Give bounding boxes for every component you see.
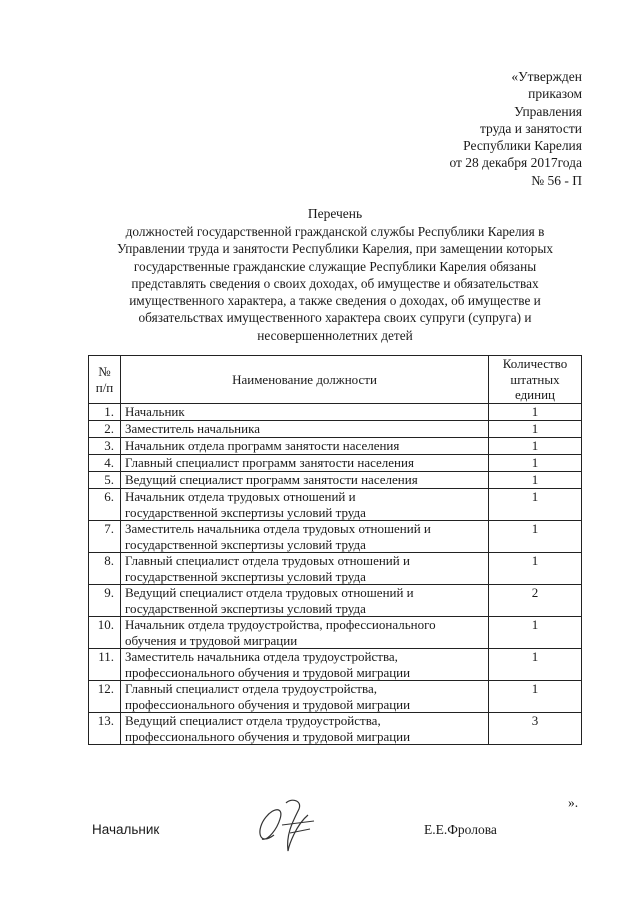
row-staff-count: 1	[489, 553, 582, 585]
approval-line: труда и занятости	[479, 120, 582, 136]
position-line: Главный специалист программ занятости населения	[125, 455, 414, 470]
row-position-name	[121, 585, 489, 617]
table-row	[89, 713, 582, 745]
row-number: 2.	[89, 421, 121, 438]
header-count-line: Количество	[502, 356, 568, 372]
row-position-name	[121, 713, 489, 745]
row-staff-count: 1	[489, 489, 582, 521]
header-count-line: единиц	[514, 387, 556, 403]
subtitle-line: представлять сведения о своих доходах, об имуществе и обязательствах	[131, 275, 539, 291]
row-staff-count: 1	[489, 455, 582, 472]
row-number: 10.	[89, 617, 121, 649]
row-position-name	[121, 404, 489, 421]
document-subtitle	[80, 223, 590, 344]
row-staff-count: 1	[489, 617, 582, 649]
handwritten-signature	[252, 795, 322, 857]
approval-line: «Утвержден	[511, 69, 582, 84]
position-line: Ведущий специалист отдела трудоустройства,	[125, 713, 381, 728]
signatory-name: Е.Е.Фролова	[424, 822, 497, 837]
row-staff-count: 1	[489, 404, 582, 421]
subtitle-line: обязательствах имущественного характера своих супруги (супруга) и	[138, 310, 532, 326]
signatory-title: Начальник	[92, 822, 160, 837]
table-header-row	[89, 356, 582, 404]
position-line: государственной экспертизы условий труда	[125, 568, 366, 584]
subtitle-line: должностей государственной гражданской службы Республики Карелия в	[125, 224, 545, 239]
positions-table	[88, 355, 582, 745]
position-line: Заместитель начальника	[125, 421, 260, 436]
row-number: 6.	[89, 489, 121, 521]
subtitle-line: Управлении труда и занятости Республики Карелия, при замещении которых	[116, 241, 554, 257]
position-line: Главный специалист отдела трудовых отношений и	[125, 553, 410, 568]
table-row	[89, 585, 582, 617]
row-staff-count: 1	[489, 681, 582, 713]
header-position-name: Наименование должности	[121, 356, 489, 404]
table-row	[89, 521, 582, 553]
row-number: 12.	[89, 681, 121, 713]
position-line: Начальник	[125, 404, 185, 419]
position-line: профессионального обучения и трудовой миграции	[125, 664, 411, 680]
position-line: Заместитель начальника отдела трудоустройства,	[125, 649, 398, 664]
row-number: 7.	[89, 521, 121, 553]
row-position-name	[121, 489, 489, 521]
position-line: государственной экспертизы условий труда	[125, 536, 366, 552]
row-number: 3.	[89, 438, 121, 455]
table-row	[89, 404, 582, 421]
header-number	[89, 356, 121, 404]
position-line: Начальник отдела программ занятости населения	[125, 438, 400, 453]
row-position-name	[121, 438, 489, 455]
table-row	[89, 649, 582, 681]
position-line: Начальник отдела трудовых отношений и	[125, 489, 356, 504]
approval-line: от 28 декабря 2017года	[449, 155, 582, 171]
row-staff-count: 1	[489, 438, 582, 455]
row-staff-count: 3	[489, 713, 582, 745]
row-position-name	[121, 553, 489, 585]
row-position-name	[121, 649, 489, 681]
approval-line: Управления	[514, 103, 582, 119]
table-row	[89, 489, 582, 521]
row-position-name	[121, 681, 489, 713]
table-row	[89, 553, 582, 585]
table-row	[89, 455, 582, 472]
position-line: Ведущий специалист отдела трудовых отношений и	[125, 585, 414, 600]
position-line: государственной экспертизы условий труда	[125, 504, 366, 520]
row-position-name	[121, 617, 489, 649]
subtitle-line: несовершеннолетних детей	[257, 327, 413, 343]
header-staff-count	[489, 356, 582, 404]
row-number: 1.	[89, 404, 121, 421]
table-row	[89, 421, 582, 438]
row-position-name	[121, 472, 489, 489]
approval-block	[382, 68, 582, 189]
table-row	[89, 438, 582, 455]
table-row	[89, 472, 582, 489]
approval-line: приказом	[528, 86, 582, 102]
row-number: 9.	[89, 585, 121, 617]
row-position-name	[121, 455, 489, 472]
position-line: Заместитель начальника отдела трудовых отношений и	[125, 521, 431, 536]
table-row	[89, 617, 582, 649]
row-staff-count: 2	[489, 585, 582, 617]
row-staff-count: 1	[489, 649, 582, 681]
row-number: 8.	[89, 553, 121, 585]
position-line: профессионального обучения и трудовой миграции	[125, 728, 411, 744]
position-line: Главный специалист отдела трудоустройства,	[125, 681, 377, 696]
position-line: Начальник отдела трудоустройства, профессионального	[125, 617, 436, 632]
row-staff-count: 1	[489, 421, 582, 438]
row-position-name	[121, 421, 489, 438]
row-position-name	[121, 521, 489, 553]
table-row	[89, 681, 582, 713]
subtitle-line: государственные гражданские служащие Республики Карелия обязаны	[133, 258, 537, 274]
approval-line: Республики Карелия	[463, 138, 582, 154]
row-staff-count: 1	[489, 521, 582, 553]
row-number: 4.	[89, 455, 121, 472]
row-number: 5.	[89, 472, 121, 489]
position-line: государственной экспертизы условий труда	[125, 600, 366, 616]
row-staff-count: 1	[489, 472, 582, 489]
subtitle-line: имущественного характера, а также сведения о доходах, об имуществе и	[129, 293, 541, 309]
header-count-line: штатных	[510, 371, 560, 387]
header-number-line: №	[98, 364, 111, 379]
document-title: Перечень	[307, 206, 363, 221]
row-number: 13.	[89, 713, 121, 745]
position-line: обучения и трудовой миграции	[125, 632, 298, 648]
row-number: 11.	[89, 649, 121, 681]
header-number-line: п/п	[95, 379, 114, 395]
position-line: профессионального обучения и трудовой миграции	[125, 696, 411, 712]
closing-quote: ».	[568, 795, 579, 810]
position-line: Ведущий специалист программ занятости населения	[125, 472, 418, 487]
approval-line: № 56 - П	[531, 172, 582, 188]
